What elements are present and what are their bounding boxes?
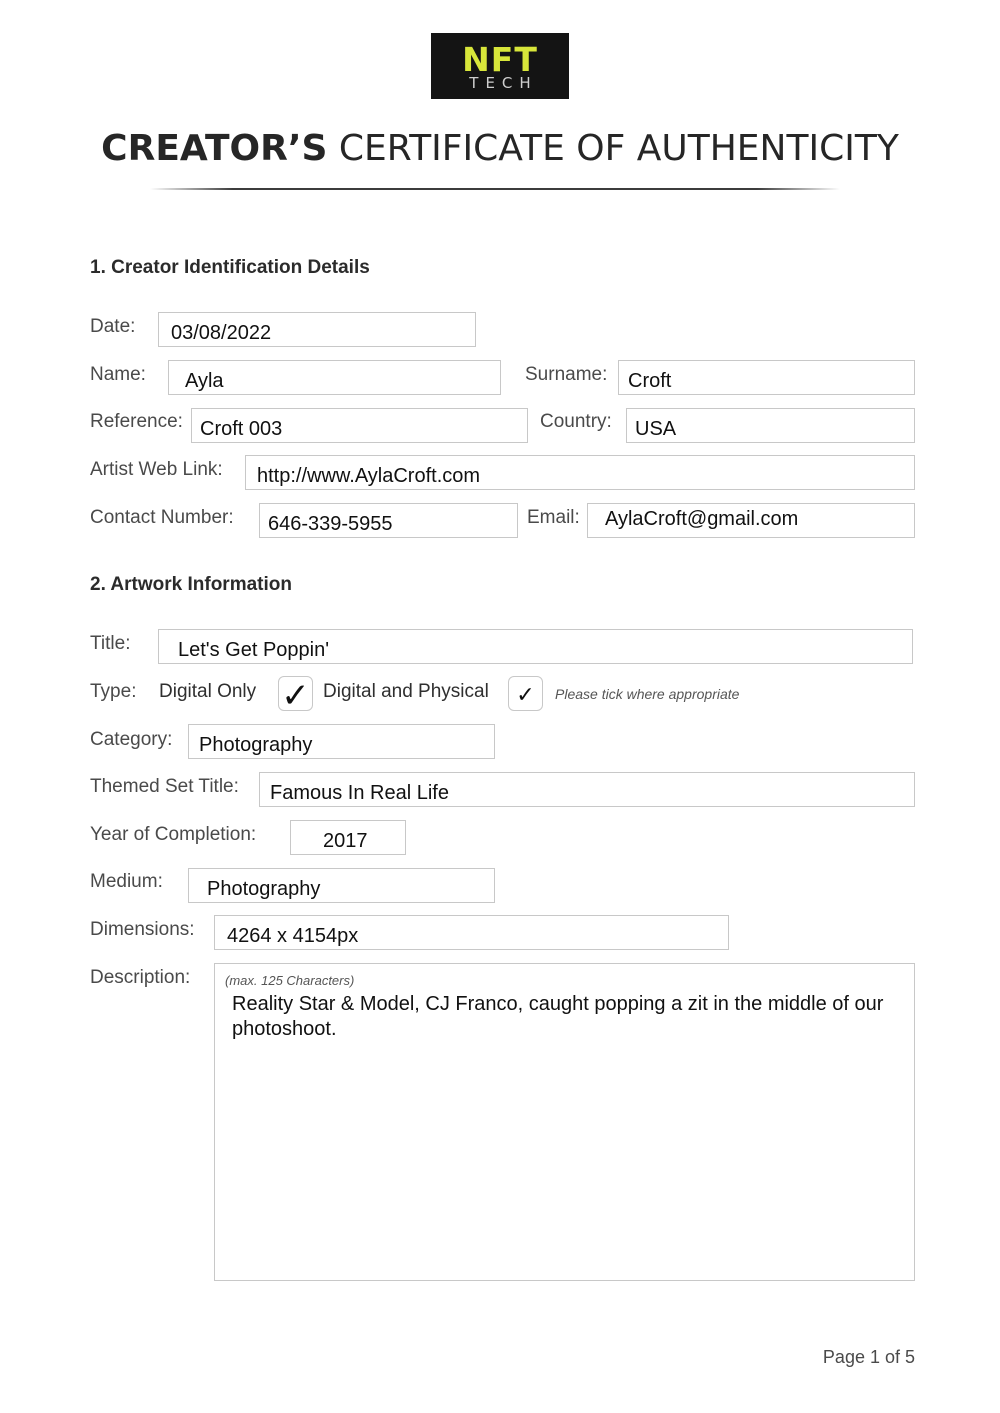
surname-label: Surname: [525,364,608,385]
year-field[interactable]: 2017 [290,820,406,855]
type-hint: Please tick where appropriate [555,686,740,702]
certificate-title-bold: CREATOR’S [101,128,328,169]
weblink-label: Artist Web Link: [90,459,223,480]
description-hint: (max. 125 Characters) [225,973,355,988]
logo-sub-text: TECH [469,74,538,92]
medium-label: Medium: [90,871,163,892]
reference-label: Reference: [90,411,183,432]
section-heading-artwork: 2. Artwork Information [90,574,292,595]
email-field[interactable]: AylaCroft@gmail.com [587,503,915,538]
digital-only-checkbox[interactable]: ✓ [278,676,313,711]
category-label: Category: [90,729,173,750]
themed-set-label: Themed Set Title: [90,776,239,797]
country-field[interactable]: USA [626,408,915,443]
year-label: Year of Completion: [90,824,257,845]
dimensions-label: Dimensions: [90,919,195,940]
section-heading-creator: 1. Creator Identification Details [90,257,370,278]
contact-number-label: Contact Number: [90,507,234,528]
title-field[interactable]: Let's Get Poppin' [158,629,913,664]
description-text: Reality Star & Model, CJ Franco, caught popping a zit in the middle of our photoshoot. [232,993,884,1040]
description-label: Description: [90,967,191,988]
dimensions-field[interactable]: 4264 x 4154px [214,915,729,950]
contact-number-field[interactable]: 646-339-5955 [259,503,518,538]
digital-physical-checkbox[interactable]: ✓ [508,676,543,711]
type-label: Type: [90,681,137,702]
logo-main-text: NFT [462,40,538,79]
page-number: Page 1 of 5 [822,1347,915,1367]
weblink-field[interactable]: http://www.AylaCroft.com [245,455,915,490]
name-label: Name: [90,364,146,385]
email-label: Email: [527,507,580,528]
type-option-digital-physical: Digital and Physical [323,681,489,702]
themed-set-field[interactable]: Famous In Real Life [259,772,915,807]
title-divider [150,188,840,190]
date-field[interactable]: 03/08/2022 [158,312,476,347]
type-option-digital-only: Digital Only [159,681,257,702]
name-field[interactable]: Ayla [168,360,501,395]
category-field[interactable]: Photography [188,724,495,759]
certificate-title [0,128,1000,169]
certificate-title-rest: CERTIFICATE OF AUTHENTICITY [327,128,899,169]
medium-field[interactable]: Photography [188,868,495,903]
date-label: Date: [90,316,136,337]
surname-field[interactable]: Croft [618,360,915,395]
country-label: Country: [540,411,612,432]
nft-tech-logo [431,33,569,99]
reference-field[interactable]: Croft 003 [191,408,528,443]
title-label: Title: [90,633,131,654]
